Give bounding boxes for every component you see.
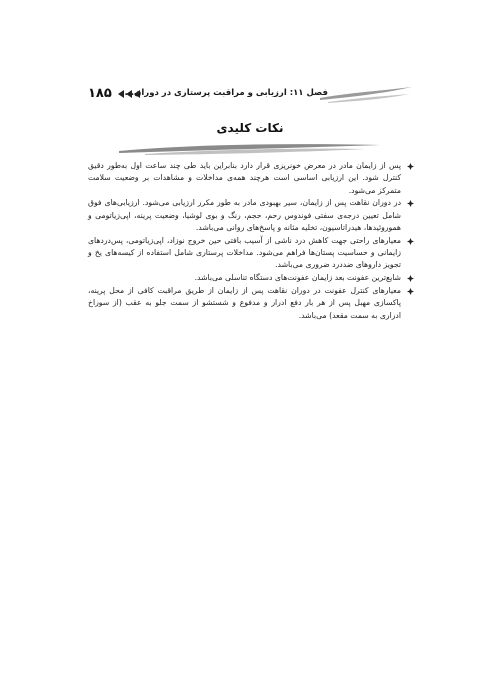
key-point-text: پس از زایمان مادر در معرض خونریزی قرار دارد بنابراین باید طی چند ساعت اول به‌طور دقیق کنترل شود. این ارزیابی اساسی است هرچند همه‌ی مداخلات و مشاهدات بر وضعیت سلامت متمرکز می‌شود. bbox=[88, 161, 401, 195]
section-heading: نکات کلیدی bbox=[216, 121, 284, 135]
page-number: ۱۸۵ bbox=[88, 86, 112, 101]
key-point-item bbox=[88, 197, 414, 234]
key-point-item bbox=[88, 235, 414, 272]
key-point-item bbox=[88, 272, 414, 284]
key-point-item bbox=[88, 160, 414, 197]
diamond-bullet-icon bbox=[407, 288, 414, 295]
diamond-bullet-icon bbox=[407, 275, 414, 282]
diamond-bullet-icon bbox=[407, 200, 414, 207]
key-point-text: شایع‌ترین عفونت بعد زایمان عفونت‌های دستگاه تناسلی می‌باشد. bbox=[194, 273, 401, 283]
diamond-bullet-icon bbox=[407, 163, 414, 170]
key-point-item bbox=[88, 285, 414, 322]
heading-swoosh-ornament bbox=[115, 139, 385, 157]
key-point-text: معیارهای راحتی جهت کاهش درد ناشی از آسیب بافتی حین خروج نوزاد، اپی‌زیاتومی، پس‌دردهای زایمانی و حساسیت پستان‌ها فراهم می‌شود. مداخلات پرستاری شامل استفاده از کیسه‌های یخ و تجویز داروهای ضددرد ضروری می‌باشد. bbox=[88, 235, 401, 270]
header-swoosh-ornament bbox=[318, 84, 414, 106]
chapter-title: فصل ۱۱: ارزیابی و مراقبت پرستاری در دوران... bbox=[124, 88, 328, 98]
diamond-bullet-icon bbox=[407, 238, 414, 245]
key-point-text: معیارهای کنترل عفونت در دوران نقاهت پس از زایمان از طریق مراقبت کافی از محل پرینه، پاکسازی مهبل پس از هر بار دفع ادرار و مدفوع و شستشو از سمت جلو به عقب (از سوراخ ادراری به سمت مقعد) می‌باشد. bbox=[88, 285, 401, 320]
key-points-list bbox=[88, 160, 414, 322]
key-point-text: در دوران نقاهت پس از زایمان، سیر بهبودی مادر به طور مکرر ارزیابی می‌شود. ارزیابی‌های فوق شامل تعیین درجه‌ی سفتی فوندوس رحم، حجم، رنگ و بوی لوشیا، وضعیت پرینه، اپی‌زیاتومی و هموروئیدها، هیدراتاسیون، تخلیه مثانه و پاسخ‌های روانی می‌باشد. bbox=[88, 198, 401, 232]
running-header bbox=[88, 84, 414, 106]
